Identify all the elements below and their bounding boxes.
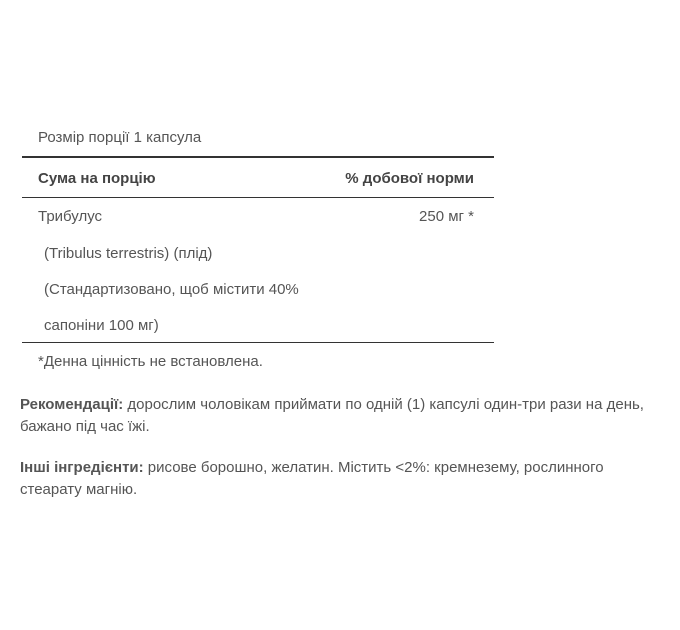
recommendations-text: дорослим чоловікам приймати по одній (1) капсулі один-три рази на день, бажано під час їжі. (20, 396, 644, 435)
amount-per-serving-header: Сума на порцію (38, 170, 156, 187)
other-ingredients-paragraph (20, 457, 668, 501)
header-divider (22, 197, 494, 198)
other-ingredients-text: рисове борошно, желатин. Містить <2%: кремнезему, рослинного стеарату магнію. (20, 459, 604, 498)
thick-divider (22, 156, 494, 158)
ingredient-amount: 250 мг * (419, 208, 474, 225)
recommendations-paragraph (20, 394, 668, 438)
ingredient-detail-standardized: (Стандартизовано, щоб містити 40% (44, 281, 299, 298)
other-ingredients-label: Інші інгредієнти: (20, 459, 144, 476)
ingredient-detail-saponins: сапоніни 100 мг) (44, 317, 159, 334)
ingredient-detail-latin: (Tribulus terrestris) (плід) (44, 245, 213, 262)
daily-value-footnote: *Денна цінність не встановлена. (38, 353, 263, 370)
serving-size: Розмір порції 1 капсула (38, 129, 202, 146)
ingredient-name: Трибулус (38, 208, 103, 225)
bottom-divider (22, 342, 494, 343)
daily-value-header: % добової норми (345, 170, 474, 187)
recommendations-label: Рекомендації: (20, 396, 124, 413)
